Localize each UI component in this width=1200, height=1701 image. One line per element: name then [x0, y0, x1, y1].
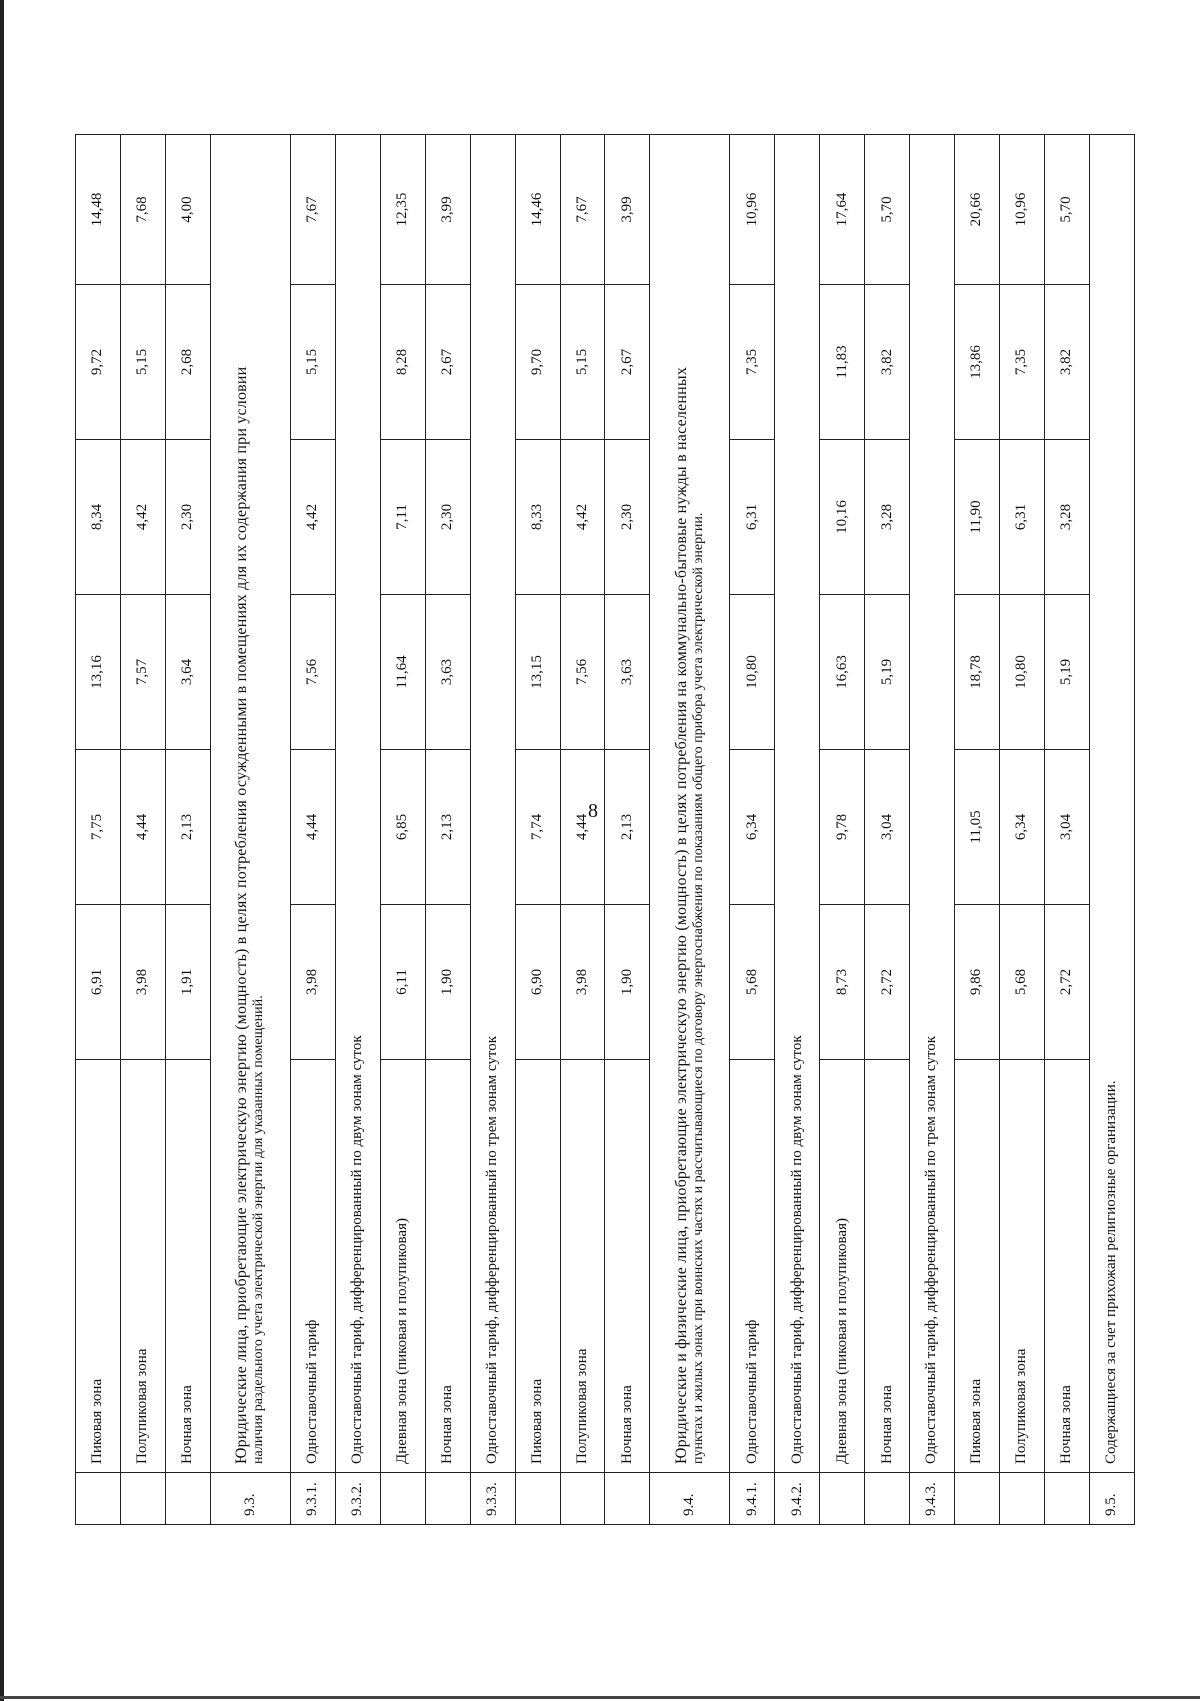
section-heading-line: Одноставочный тариф, дифференцированный по двум зонам суток — [788, 1035, 805, 1464]
tariff-value: 9,86 — [955, 905, 1000, 1060]
tariff-value: 5,15 — [560, 285, 605, 440]
tariff-value: 6,11 — [380, 905, 425, 1060]
tariff-value: 14,48 — [76, 135, 121, 285]
row-number — [380, 1473, 425, 1525]
row-number: 9.4.3. — [910, 1473, 955, 1525]
section-heading-line: Одноставочный тариф, дифференцированный по трем зонам суток — [483, 1035, 500, 1464]
tariff-value: 5,70 — [1045, 135, 1090, 285]
table-row — [1045, 135, 1090, 1525]
tariff-value: 11,90 — [955, 440, 1000, 595]
table-row — [560, 135, 605, 1525]
tariff-value: 1,90 — [605, 905, 650, 1060]
tariff-name: Полупиковая зона — [1000, 1060, 1045, 1473]
row-number — [605, 1473, 650, 1525]
section-heading-line: Одноставочный тариф, дифференцированный по трем зонам суток — [923, 1035, 940, 1464]
tariff-value: 8,73 — [820, 905, 865, 1060]
tariff-value: 3,63 — [425, 595, 470, 750]
tariff-value: 3,98 — [290, 905, 335, 1060]
tariff-value: 2,72 — [1045, 905, 1090, 1060]
tariff-value: 1,91 — [165, 905, 210, 1060]
table-row — [165, 135, 210, 1525]
tariff-value: 5,19 — [1045, 595, 1090, 750]
tariff-value: 2,13 — [425, 750, 470, 905]
row-number — [955, 1473, 1000, 1525]
section-heading-line: Юридические лица, приобретающие электрическую энергию (мощность) в целях потребления осужденными в помещениях для их содержания при условии — [233, 366, 251, 1464]
tariff-value: 8,34 — [76, 440, 121, 595]
tariff-name: Ночная зона — [1045, 1060, 1090, 1473]
tariff-value: 1,90 — [425, 905, 470, 1060]
tariff-value: 5,15 — [120, 285, 165, 440]
section-heading — [650, 135, 730, 1473]
row-number: 9.3.3. — [470, 1473, 515, 1525]
row-number: 9.4. — [650, 1473, 730, 1525]
tariff-value: 5,19 — [865, 595, 910, 750]
tariff-value: 3,64 — [165, 595, 210, 750]
page-number: 8 — [588, 800, 598, 822]
tariff-value: 10,80 — [730, 595, 775, 750]
tariff-value: 4,42 — [560, 440, 605, 595]
tariff-value: 6,34 — [730, 750, 775, 905]
tariff-value: 3,04 — [1045, 750, 1090, 905]
tariff-value: 6,90 — [515, 905, 560, 1060]
section-heading-line: пунктах и жилых зонах при воинских частях и рассчитывающиеся по договору энергоснабжения по показаниям общего прибора учета электрической энергии. — [691, 512, 706, 1464]
tariff-value: 17,64 — [820, 135, 865, 285]
table-row — [425, 135, 470, 1525]
row-number — [865, 1473, 910, 1525]
tariff-name: Полупиковая зона — [560, 1060, 605, 1473]
section-row — [210, 135, 290, 1525]
row-number — [120, 1473, 165, 1525]
tariff-value: 13,15 — [515, 595, 560, 750]
tariff-value: 10,96 — [730, 135, 775, 285]
tariff-value: 7,68 — [120, 135, 165, 285]
tariff-value: 2,30 — [425, 440, 470, 595]
tariff-value: 3,28 — [865, 440, 910, 595]
tariff-value: 3,63 — [605, 595, 650, 750]
tariff-value: 2,30 — [605, 440, 650, 595]
tariff-value: 8,33 — [515, 440, 560, 595]
table-row — [955, 135, 1000, 1525]
tariff-value: 5,68 — [1000, 905, 1045, 1060]
tariff-value: 5,68 — [730, 905, 775, 1060]
tariff-value: 3,98 — [560, 905, 605, 1060]
tariff-value: 13,16 — [76, 595, 121, 750]
table-row — [605, 135, 650, 1525]
section-heading — [775, 135, 820, 1473]
left-margin-line — [0, 0, 4, 1701]
bottom-edge-line — [0, 1696, 1200, 1699]
tariff-value: 4,00 — [165, 135, 210, 285]
row-number: 9.3.2. — [335, 1473, 380, 1525]
tariff-value: 6,31 — [1000, 440, 1045, 595]
tariff-value: 2,72 — [865, 905, 910, 1060]
tariff-value: 11,83 — [820, 285, 865, 440]
tariff-value: 6,91 — [76, 905, 121, 1060]
tariff-value: 6,34 — [1000, 750, 1045, 905]
row-number — [560, 1473, 605, 1525]
row-number: 9.5. — [1090, 1473, 1135, 1525]
tariff-value: 18,78 — [955, 595, 1000, 750]
tariff-value: 5,70 — [865, 135, 910, 285]
tariff-value: 6,85 — [380, 750, 425, 905]
section-heading-line: Юридические и физические лица, приобретающие электрическую энергию (мощность) в целях потребления на коммунально-бытовые нужды в населенных — [672, 366, 690, 1464]
tariff-table — [75, 134, 1135, 1525]
tariff-value: 10,16 — [820, 440, 865, 595]
row-number: 9.3.1. — [290, 1473, 335, 1525]
section-row — [910, 135, 955, 1525]
tariff-name: Одноставочный тариф — [290, 1060, 335, 1473]
section-row — [335, 135, 380, 1525]
section-heading — [1090, 135, 1135, 1473]
tariff-value: 3,99 — [605, 135, 650, 285]
table-row — [730, 135, 775, 1525]
tariff-name: Полупиковая зона — [120, 1060, 165, 1473]
tariff-value: 5,15 — [290, 285, 335, 440]
tariff-value: 2,67 — [425, 285, 470, 440]
tariff-name: Дневная зона (пиковая и полупиковая) — [380, 1060, 425, 1473]
tariff-value: 16,63 — [820, 595, 865, 750]
tariff-value: 2,67 — [605, 285, 650, 440]
tariff-value: 9,72 — [76, 285, 121, 440]
tariff-name: Ночная зона — [165, 1060, 210, 1473]
tariff-value: 7,56 — [290, 595, 335, 750]
section-row — [1090, 135, 1135, 1525]
row-number — [76, 1473, 121, 1525]
tariff-value: 7,11 — [380, 440, 425, 595]
tariff-value: 10,80 — [1000, 595, 1045, 750]
row-number: 9.4.2. — [775, 1473, 820, 1525]
tariff-value: 3,28 — [1045, 440, 1090, 595]
section-heading — [910, 135, 955, 1473]
tariff-value: 4,44 — [290, 750, 335, 905]
tariff-table-body — [76, 135, 1135, 1525]
tariff-value: 8,28 — [380, 285, 425, 440]
tariff-name: Ночная зона — [605, 1060, 650, 1473]
section-heading — [335, 135, 380, 1473]
tariff-value: 4,44 — [120, 750, 165, 905]
table-row — [515, 135, 560, 1525]
table-row — [865, 135, 910, 1525]
tariff-value: 4,42 — [120, 440, 165, 595]
section-heading-line: Одноставочный тариф, дифференцированный по двум зонам суток — [349, 1035, 366, 1464]
section-heading — [470, 135, 515, 1473]
tariff-value: 3,04 — [865, 750, 910, 905]
tariff-value: 2,13 — [165, 750, 210, 905]
row-number: 9.4.1. — [730, 1473, 775, 1525]
row-number — [425, 1473, 470, 1525]
tariff-name: Одноставочный тариф — [730, 1060, 775, 1473]
row-number — [515, 1473, 560, 1525]
tariff-value: 2,30 — [165, 440, 210, 595]
tariff-value: 9,78 — [820, 750, 865, 905]
table-row — [120, 135, 165, 1525]
tariff-value: 2,13 — [605, 750, 650, 905]
tariff-value: 4,44 — [560, 750, 605, 905]
tariff-value: 20,66 — [955, 135, 1000, 285]
tariff-value: 12,35 — [380, 135, 425, 285]
rotated-table-container — [75, 135, 1135, 1525]
tariff-name: Пиковая зона — [955, 1060, 1000, 1473]
tariff-value: 3,98 — [120, 905, 165, 1060]
tariff-value: 14,46 — [515, 135, 560, 285]
tariff-value: 7,56 — [560, 595, 605, 750]
row-number: 9.3. — [210, 1473, 290, 1525]
table-row — [820, 135, 865, 1525]
tariff-value: 7,35 — [730, 285, 775, 440]
table-row — [290, 135, 335, 1525]
tariff-value: 7,67 — [560, 135, 605, 285]
tariff-value: 3,99 — [425, 135, 470, 285]
section-heading — [210, 135, 290, 1473]
table-row — [1000, 135, 1045, 1525]
tariff-name: Пиковая зона — [76, 1060, 121, 1473]
table-row — [380, 135, 425, 1525]
tariff-value: 3,82 — [865, 285, 910, 440]
tariff-value: 7,67 — [290, 135, 335, 285]
tariff-name: Пиковая зона — [515, 1060, 560, 1473]
section-heading-line: Содержащиеся за счет прихожан религиозные организации. — [1103, 1080, 1120, 1464]
tariff-value: 9,70 — [515, 285, 560, 440]
tariff-name: Ночная зона — [865, 1060, 910, 1473]
row-number — [820, 1473, 865, 1525]
tariff-value: 7,75 — [76, 750, 121, 905]
tariff-name: Ночная зона — [425, 1060, 470, 1473]
tariff-value: 7,57 — [120, 595, 165, 750]
tariff-value: 3,82 — [1045, 285, 1090, 440]
tariff-value: 11,05 — [955, 750, 1000, 905]
tariff-value: 7,74 — [515, 750, 560, 905]
table-row — [76, 135, 121, 1525]
tariff-value: 7,35 — [1000, 285, 1045, 440]
row-number — [1045, 1473, 1090, 1525]
row-number — [1000, 1473, 1045, 1525]
tariff-value: 11,64 — [380, 595, 425, 750]
section-row — [470, 135, 515, 1525]
tariff-name: Дневная зона (пиковая и полупиковая) — [820, 1060, 865, 1473]
row-number — [165, 1473, 210, 1525]
tariff-value: 10,96 — [1000, 135, 1045, 285]
tariff-value: 6,31 — [730, 440, 775, 595]
section-heading-line: наличия раздельного учета электрической энергии для указанных помещений. — [251, 995, 267, 1464]
section-row — [775, 135, 820, 1525]
tariff-value: 2,68 — [165, 285, 210, 440]
section-row — [650, 135, 730, 1525]
tariff-value: 13,86 — [955, 285, 1000, 440]
tariff-value: 4,42 — [290, 440, 335, 595]
